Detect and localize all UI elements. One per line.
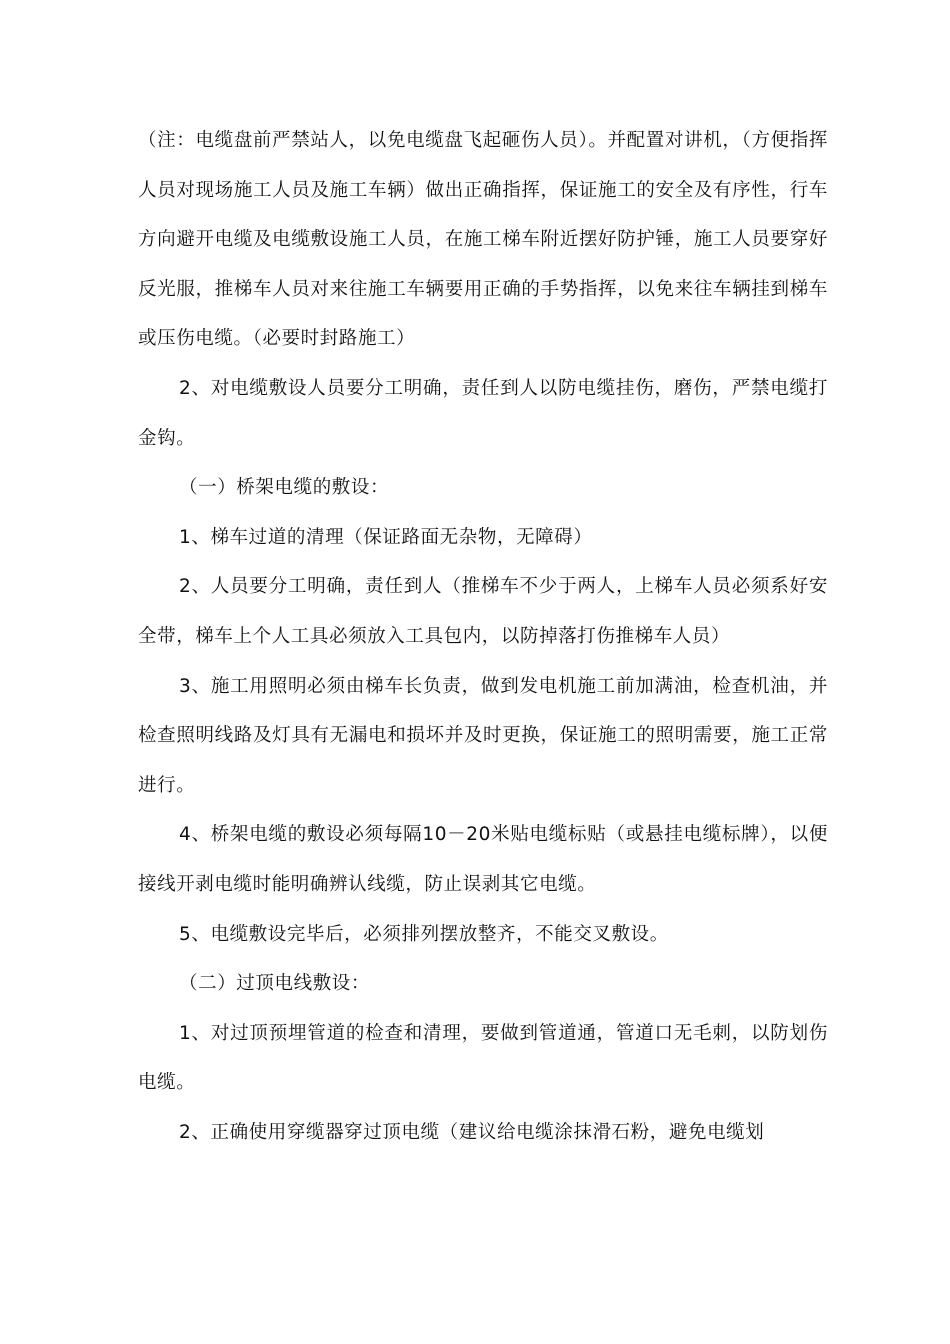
paragraph-overhead-item-1: 1、对过顶预埋管道的检查和清理，要做到管道通，管道口无毛刺，以防划伤电缆。 <box>138 1022 828 1094</box>
paragraph-tray-item-4: 4、桥架电缆的敷设必须每隔10－20米贴电缆标贴（或悬挂电缆标牌），以便接线开剥电缆时能明确辨认线缆，防止误剥其它电缆。 <box>138 824 828 895</box>
paragraph-overhead-item-2: 2、正确使用穿缆器穿过顶电缆（建议给电缆涂抹滑石粉，避免电缆划 <box>179 1121 765 1143</box>
paragraph-item-2-division: 2、对电缆敷设人员要分工明确，责任到人以防电缆挂伤，磨伤，严禁电缆打金钩。 <box>138 377 828 449</box>
paragraph-safety-note: （注：电缆盘前严禁站人，以免电缆盘飞起砸伤人员）。并配置对讲机，（方便指挥人员对现场施工人员及施工车辆）做出正确指挥，保证施工的安全及有序性，行车方向避开电缆及电缆敷设施工人员，在施工梯车附近摆好防护锤，施工人员要穿好反光服，推梯车人员对来往施工车辆要用正确的手势指挥，以免来往车辆挂到梯车或压伤电缆。（必要时封路施工） <box>138 130 828 350</box>
paragraph-tray-item-3: 3、施工用照明必须由梯车长负责，做到发电机施工前加满油，检查机油，并检查照明线路及灯具有无漏电和损坏并及时更换，保证施工的照明需要，施工正常进行。 <box>138 675 828 796</box>
section-heading-overhead-wire: （二）过顶电线敷设： <box>179 973 371 995</box>
paragraph-tray-item-2: 2、人员要分工明确，责任到人（推梯车不少于两人，上梯车人员必须系好安全带，梯车上个人工具必须放入工具包内，以防掉落打伤推梯车人员） <box>138 576 828 647</box>
section-heading-tray-cable: （一）桥架电缆的敷设： <box>179 477 390 499</box>
paragraph-tray-item-1: 1、梯车过道的清理（保证路面无杂物，无障碍） <box>179 526 593 548</box>
document-body <box>138 116 828 1157</box>
paragraph-tray-item-5: 5、电缆敷设完毕后，必须排列摆放整齐，不能交叉敷设。 <box>179 923 669 945</box>
